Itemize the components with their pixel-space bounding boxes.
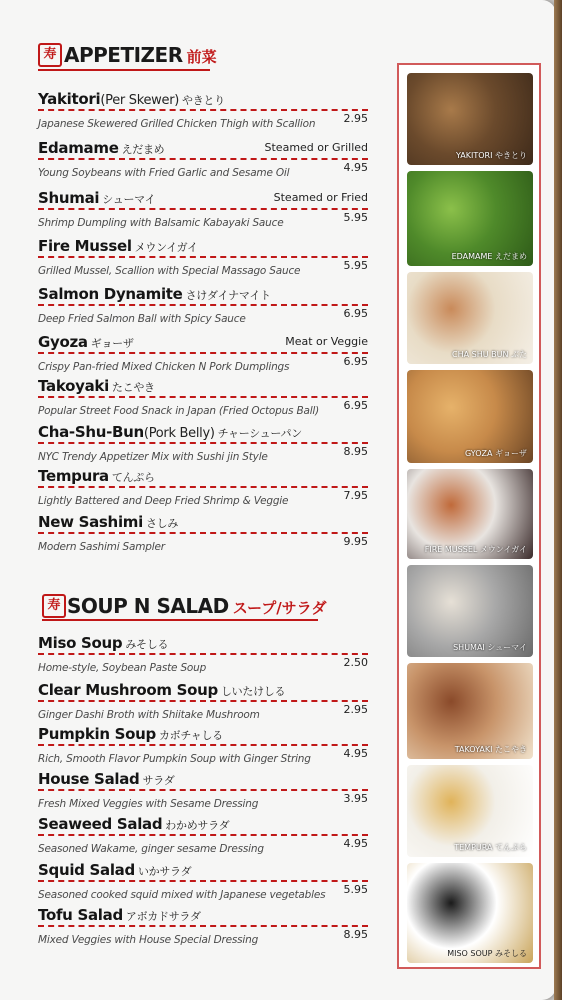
food-photo-miso bbox=[407, 863, 533, 963]
menu-item-name-line bbox=[38, 377, 155, 395]
menu-item-detail bbox=[38, 355, 368, 373]
menu-item-description: Fresh Mixed Veggies with Sesame Dressing bbox=[38, 798, 259, 810]
food-photo-edamame bbox=[407, 171, 533, 266]
menu-item-name-jp: シューマイ bbox=[102, 193, 156, 206]
food-photo-shumai bbox=[407, 565, 533, 657]
menu-item-detail bbox=[38, 883, 368, 901]
menu-item-name-line bbox=[38, 725, 223, 743]
menu-item-price: 8.95 bbox=[343, 928, 368, 941]
menu-item bbox=[38, 814, 368, 855]
menu-item-price: 2.50 bbox=[343, 656, 368, 669]
menu-item bbox=[38, 284, 368, 325]
menu-item-price: 4.95 bbox=[343, 161, 368, 174]
menu-item-name-jp: わかめサラダ bbox=[165, 819, 230, 832]
menu-item-detail bbox=[38, 112, 368, 130]
menu-item-header bbox=[38, 466, 368, 486]
menu-item-name-line bbox=[38, 513, 178, 531]
menu-item-name: Tofu Salad bbox=[38, 906, 123, 924]
menu-item-price: 4.95 bbox=[343, 837, 368, 850]
menu-item-name: Seaweed Salad bbox=[38, 815, 163, 833]
menu-item-description: Modern Sashimi Sampler bbox=[38, 541, 165, 553]
photo-caption: MISO SOUP みそしる bbox=[447, 949, 527, 958]
menu-item-header bbox=[38, 332, 368, 352]
food-photo-cha bbox=[407, 272, 533, 364]
menu-item-name-line bbox=[38, 90, 225, 108]
menu-item-name: Yakitori bbox=[38, 90, 101, 108]
menu-item-header bbox=[38, 724, 368, 744]
menu-item-name-jp: さけダイナマイト bbox=[185, 289, 271, 302]
dashed-divider bbox=[38, 486, 368, 488]
menu-item-name-line bbox=[38, 467, 155, 485]
menu-item-header bbox=[38, 769, 368, 789]
menu-item-detail bbox=[38, 399, 368, 417]
photo-caption: TEMPURA てんぷら bbox=[454, 843, 527, 852]
menu-item-header bbox=[38, 376, 368, 396]
menu-item-detail bbox=[38, 703, 368, 721]
dashed-divider bbox=[38, 532, 368, 534]
binder-edge bbox=[554, 0, 562, 1000]
menu-item-price: 5.95 bbox=[343, 211, 368, 224]
food-photo-fire bbox=[407, 469, 533, 559]
menu-item-header bbox=[38, 138, 368, 158]
appetizer-title-jp: 前菜 bbox=[186, 48, 217, 66]
dashed-divider bbox=[38, 256, 368, 258]
menu-item-name-jp: てんぷら bbox=[111, 471, 155, 484]
menu-item-name: Edamame bbox=[38, 139, 119, 157]
menu-item-name-line bbox=[38, 333, 134, 351]
menu-item-detail bbox=[38, 489, 368, 507]
menu-item-price: 5.95 bbox=[343, 259, 368, 272]
menu-item bbox=[38, 860, 368, 901]
menu-item-name: House Salad bbox=[38, 770, 140, 788]
menu-item-name: Squid Salad bbox=[38, 861, 135, 879]
menu-item-detail bbox=[38, 656, 368, 674]
menu-item-price: 6.95 bbox=[343, 355, 368, 368]
menu-item-name-line bbox=[38, 770, 175, 788]
menu-item-price: 5.95 bbox=[343, 883, 368, 896]
menu-item-description: Seasoned cooked squid mixed with Japanese vegetables bbox=[38, 889, 326, 901]
menu-item-option: Meat or Veggie bbox=[285, 335, 368, 348]
menu-item-description: Home-style, Soybean Paste Soup bbox=[38, 662, 207, 674]
menu-item-name-jp: チャーシューパン bbox=[217, 427, 302, 440]
menu-item-description: Japanese Skewered Grilled Chicken Thigh with Scallion bbox=[38, 118, 316, 130]
menu-item-price: 8.95 bbox=[343, 445, 368, 458]
menu-item bbox=[38, 512, 368, 553]
menu-item-detail bbox=[38, 747, 368, 765]
menu-item-price: 2.95 bbox=[343, 112, 368, 125]
menu-item-detail bbox=[38, 792, 368, 810]
soup-underline bbox=[42, 619, 318, 621]
menu-item-description: Grilled Mussel, Scallion with Special Massago Sauce bbox=[38, 265, 301, 277]
dashed-divider bbox=[38, 789, 368, 791]
menu-item-header bbox=[38, 512, 368, 532]
menu-item-price: 3.95 bbox=[343, 792, 368, 805]
menu-item-name-jp: さしみ bbox=[145, 517, 179, 530]
menu-item-name-jp: カボチャしる bbox=[158, 729, 223, 742]
menu-item-name-line bbox=[38, 634, 168, 652]
menu-item bbox=[38, 188, 368, 229]
appetizer-title: APPETIZER bbox=[64, 43, 183, 67]
menu-item bbox=[38, 236, 368, 277]
menu-item-name-jp: ギョーザ bbox=[90, 337, 134, 350]
menu-item-detail bbox=[38, 928, 368, 946]
dashed-divider bbox=[38, 442, 368, 444]
section-stamp-icon: 寿 bbox=[38, 43, 62, 67]
menu-item-name: Gyoza bbox=[38, 333, 88, 351]
menu-item-description: NYC Trendy Appetizer Mix with Sushi jin Style bbox=[38, 451, 268, 463]
menu-item bbox=[38, 138, 368, 179]
menu-item bbox=[38, 376, 368, 417]
menu-item-detail bbox=[38, 259, 368, 277]
menu-item-name-line bbox=[38, 189, 155, 207]
appetizer-heading bbox=[64, 43, 217, 67]
dashed-divider bbox=[38, 880, 368, 882]
menu-item-name-jp: みそしる bbox=[125, 638, 169, 651]
menu-item-description: Deep Fried Salmon Ball with Spicy Sauce bbox=[38, 313, 246, 325]
dashed-divider bbox=[38, 352, 368, 354]
menu-item-name: Takoyaki bbox=[38, 377, 109, 395]
menu-item-detail bbox=[38, 535, 368, 553]
dashed-divider bbox=[38, 208, 368, 210]
menu-item-name-jp: サラダ bbox=[142, 774, 175, 787]
dashed-divider bbox=[38, 304, 368, 306]
appetizer-underline bbox=[38, 69, 210, 71]
menu-item-description: Crispy Pan-fried Mixed Chicken N Pork Dumplings bbox=[38, 361, 290, 373]
food-photo-gyoza bbox=[407, 370, 533, 463]
photo-caption: FIRE MUSSEL メウンイガイ bbox=[424, 545, 527, 554]
menu-item-header bbox=[38, 422, 368, 442]
menu-item-description: Lightly Battered and Deep Fried Shrimp & Veggie bbox=[38, 495, 289, 507]
photo-strip bbox=[397, 63, 541, 969]
menu-item-name-jp: やきとり bbox=[182, 94, 225, 107]
menu-item-name-line bbox=[38, 423, 302, 441]
menu-item-name-line bbox=[38, 815, 229, 833]
photo-caption: CHA SHU BUN ぶた bbox=[452, 350, 527, 359]
menu-item-name: New Sashimi bbox=[38, 513, 143, 531]
dashed-divider bbox=[38, 744, 368, 746]
menu-item-paren: (Pork Belly) bbox=[143, 426, 215, 441]
menu-item-paren: (Per Skewer) bbox=[100, 93, 180, 108]
menu-item bbox=[38, 466, 368, 507]
dashed-divider bbox=[38, 925, 368, 927]
menu-item-name-jp: たこやき bbox=[111, 381, 155, 394]
menu-item-header bbox=[38, 814, 368, 834]
menu-item-header bbox=[38, 284, 368, 304]
menu-item-header bbox=[38, 188, 368, 208]
menu-item-price: 2.95 bbox=[343, 703, 368, 716]
menu-item-name: Tempura bbox=[38, 467, 109, 485]
menu-item bbox=[38, 422, 368, 463]
menu-item-description: Seasoned Wakame, ginger sesame Dressing bbox=[38, 843, 264, 855]
menu-item bbox=[38, 769, 368, 810]
menu-item-price: 7.95 bbox=[343, 489, 368, 502]
menu-item-name: Pumpkin Soup bbox=[38, 725, 156, 743]
dashed-divider bbox=[38, 109, 368, 111]
menu-item-detail bbox=[38, 211, 368, 229]
menu-item-header bbox=[38, 860, 368, 880]
menu-item-description: Ginger Dashi Broth with Shiitake Mushroom bbox=[38, 709, 260, 721]
menu-item-name-jp: アボカドサラダ bbox=[125, 910, 201, 923]
menu-item-name-line bbox=[38, 861, 191, 879]
menu-item-description: Shrimp Dumpling with Balsamic Kabayaki Sauce bbox=[38, 217, 284, 229]
dashed-divider bbox=[38, 158, 368, 160]
soup-title: SOUP N SALAD bbox=[67, 594, 229, 618]
menu-item bbox=[38, 724, 368, 765]
menu-item-name-jp: いかサラダ bbox=[137, 865, 192, 878]
menu-item bbox=[38, 905, 368, 946]
soup-title-jp: スープ/サラダ bbox=[232, 599, 327, 617]
menu-item-name-jp: メウンイガイ bbox=[134, 241, 198, 254]
photo-caption: YAKITORI やきとり bbox=[456, 151, 527, 160]
menu-item-name-line bbox=[38, 681, 285, 699]
photo-caption: TAKOYAKI たこやき bbox=[454, 745, 527, 754]
menu-item-name-line bbox=[38, 285, 271, 303]
menu-item-option: Steamed or Grilled bbox=[264, 141, 368, 154]
menu-item-name-jp: しいたけしる bbox=[220, 685, 286, 698]
photo-caption: GYOZA ギョーザ bbox=[464, 449, 527, 458]
menu-item bbox=[38, 332, 368, 373]
photo-caption: EDAMAME えだまめ bbox=[451, 252, 527, 261]
menu-item-price: 4.95 bbox=[343, 747, 368, 760]
menu-item-price: 9.95 bbox=[343, 535, 368, 548]
menu-item-name: Cha-Shu-Bun bbox=[38, 423, 144, 441]
menu-item-header bbox=[38, 236, 368, 256]
menu-item-header bbox=[38, 680, 368, 700]
menu-item-name-jp: えだまめ bbox=[121, 143, 165, 156]
menu-item-name-line bbox=[38, 139, 164, 157]
menu-item-name: Fire Mussel bbox=[38, 237, 132, 255]
menu-item-price: 6.95 bbox=[343, 399, 368, 412]
menu-item-detail bbox=[38, 445, 368, 463]
soup-heading bbox=[67, 594, 327, 618]
dashed-divider bbox=[38, 700, 368, 702]
menu-item-name-line bbox=[38, 237, 198, 255]
dashed-divider bbox=[38, 396, 368, 398]
menu-item bbox=[38, 633, 368, 674]
menu-item-name: Clear Mushroom Soup bbox=[38, 681, 218, 699]
menu-item-name: Miso Soup bbox=[38, 634, 123, 652]
dashed-divider bbox=[38, 653, 368, 655]
menu-item-detail bbox=[38, 307, 368, 325]
menu-item-description: Rich, Smooth Flavor Pumpkin Soup with Ginger String bbox=[38, 753, 311, 765]
menu-item bbox=[38, 680, 368, 721]
dashed-divider bbox=[38, 834, 368, 836]
photo-caption: SHUMAI シューマイ bbox=[453, 643, 527, 652]
food-photo-takoyaki bbox=[407, 663, 533, 759]
menu-item-description: Mixed Veggies with House Special Dressing bbox=[38, 934, 259, 946]
menu-item-header bbox=[38, 905, 368, 925]
menu-item-name: Shumai bbox=[38, 189, 100, 207]
menu-item bbox=[38, 89, 368, 130]
menu-item-description: Young Soybeans with Fried Garlic and Sesame Oil bbox=[38, 167, 290, 179]
food-photo-yakitori bbox=[407, 73, 533, 165]
section-stamp-icon: 寿 bbox=[42, 594, 66, 618]
menu-item-name-line bbox=[38, 906, 201, 924]
menu-item-price: 6.95 bbox=[343, 307, 368, 320]
menu-item-header bbox=[38, 89, 368, 109]
menu-item-header bbox=[38, 633, 368, 653]
menu-item-description: Popular Street Food Snack in Japan (Fried Octopus Ball) bbox=[38, 405, 320, 417]
menu-item-detail bbox=[38, 837, 368, 855]
menu-item-name: Salmon Dynamite bbox=[38, 285, 183, 303]
food-photo-tempura bbox=[407, 765, 533, 857]
menu-item-option: Steamed or Fried bbox=[273, 191, 368, 204]
menu-item-detail bbox=[38, 161, 368, 179]
